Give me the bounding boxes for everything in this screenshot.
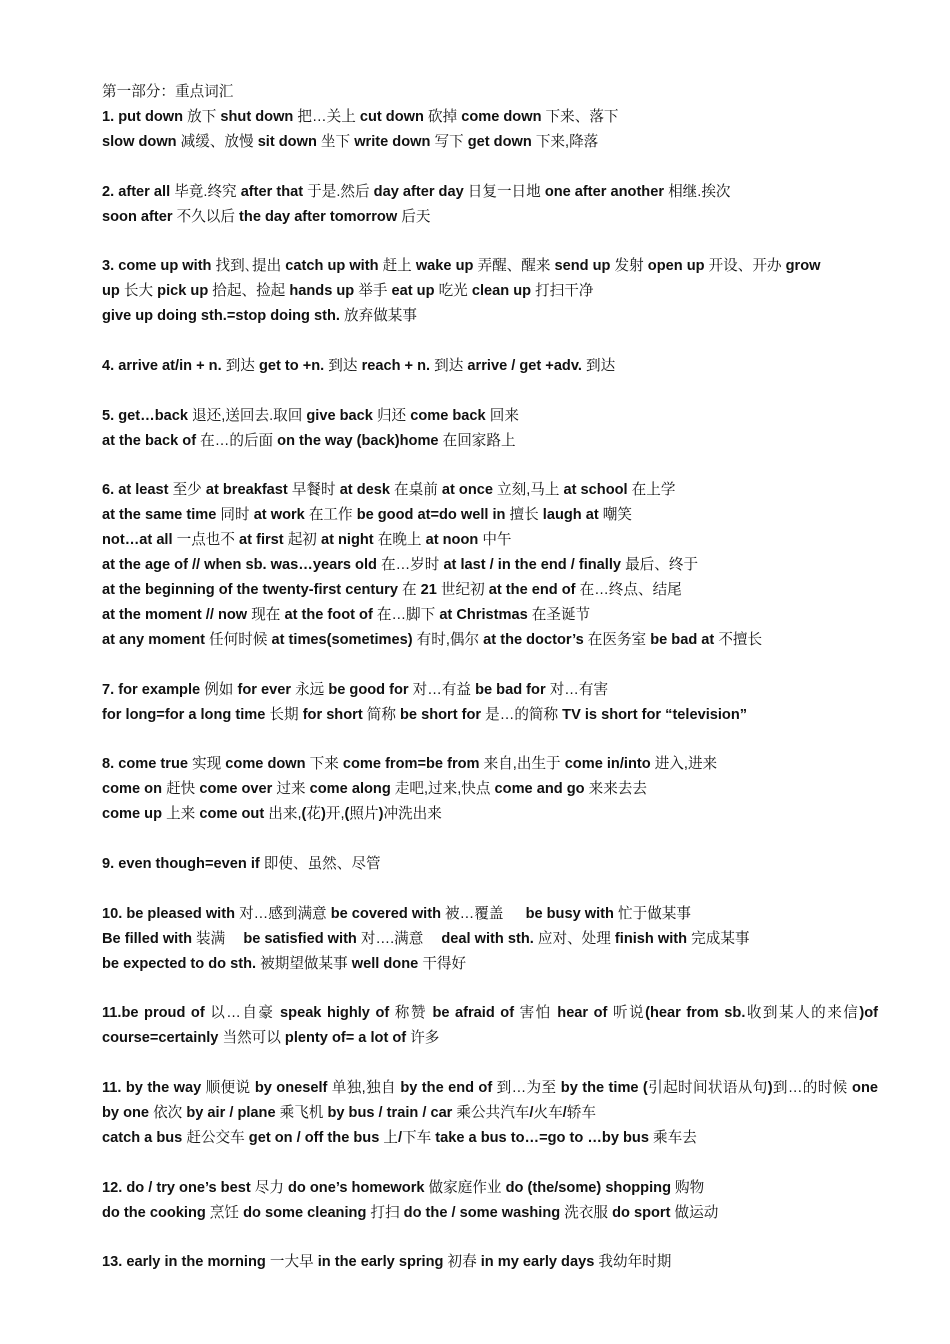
vocab-line: at the age of // when sb. was…years old 在…岁时 at last / in the end / finally 最后、终于 [102, 557, 699, 574]
vocab-line: 8. come true 实现 come down 下来 come from=be from 来自,出生于 come in/into 进入,进来 [102, 756, 718, 773]
vocab-section [102, 1176, 878, 1226]
vocab-section [102, 1076, 878, 1151]
vocab-section [102, 852, 878, 877]
vocab-line: Be filled with 装满 be satisfied with 对….满意 deal with sth. 应对、处理 finish with 完成某事 [102, 930, 750, 947]
vocab-section [102, 404, 878, 454]
vocab-section [102, 354, 878, 379]
vocab-line: 13. early in the morning 一大早 in the early spring 初春 in my early days 我幼年时期 [102, 1254, 672, 1271]
vocabulary-sections [102, 105, 878, 1275]
vocab-section [102, 180, 878, 230]
vocab-line: slow down 减缓、放慢 sit down 坐下 write down 写下 get down 下来,降落 [102, 133, 599, 150]
vocab-section [102, 1250, 878, 1275]
vocab-line: catch a bus 赶公交车 get on / off the bus 上/下车 take a bus to…=go to …by bus 乘车去 [102, 1129, 697, 1146]
vocab-line: at the beginning of the twenty-first century 在 21 世纪初 at the end of 在…终点、结尾 [102, 582, 682, 599]
vocab-line: 1. put down 放下 shut down 把…关上 cut down 砍掉 come down 下来、落下 [102, 108, 619, 125]
vocab-line: 11. by the way 顺便说 by oneself 单独,独自 by the end of 到…为至 by the time (引起时间状语从句)到…的时候 one by one 依次 by air / plane 乘飞机 by bus / train / car 乘公共汽车/火车/轿车 [102, 1080, 878, 1121]
vocab-section [102, 752, 878, 827]
document-page [102, 80, 878, 1300]
vocab-line: 4. arrive at/in + n. 到达 get to +n. 到达 reach + n. 到达 arrive / get +adv. 到达 [102, 357, 616, 374]
vocab-section [102, 678, 878, 728]
vocab-line: 6. at least 至少 at breakfast 早餐时 at desk 在桌前 at once 立刻,马上 at school 在上学 [102, 482, 676, 499]
vocab-line: 3. come up with 找到､提出 catch up with 赶上 wake up 弄醒、醒来 send up 发射 open up 开设、开办 grow [102, 258, 821, 275]
vocab-section [102, 1001, 878, 1051]
vocab-line: be expected to do sth. 被期望做某事 well done 干得好 [102, 955, 467, 972]
vocab-line: 10. be pleased with 对…感到满意 be covered with 被…覆盖 be busy with 忙于做某事 [102, 905, 691, 922]
vocab-line: 12. do / try one’s best 尽力 do one’s homework 做家庭作业 do (the/some) shopping 购物 [102, 1179, 705, 1196]
vocab-line: at the back of 在…的后面 on the way (back)home 在回家路上 [102, 432, 516, 449]
vocab-line: for long=for a long time 长期 for short 简称 be short for 是…的简称 TV is short for “television” [102, 706, 748, 723]
vocab-line: up 长大 pick up 拾起、捡起 hands up 举手 eat up 吃光 clean up 打扫干净 [102, 283, 594, 300]
vocab-line: give up doing sth.=stop doing sth. 放弃做某事 [102, 308, 417, 325]
page-title: 第一部分：重点词汇 [102, 84, 234, 100]
vocab-line: 2. after all 毕竟.终究 after that 于是.然后 day after day 日复一日地 one after another 相继.挨次 [102, 183, 731, 200]
vocab-line: come up 上来 come out 出来,(花)开,(照片)冲洗出来 [102, 806, 442, 823]
vocab-line: at the moment // now 现在 at the foot of 在…脚下 at Christmas 在圣诞节 [102, 606, 591, 623]
vocab-line: 5. get…back 退还,送回去.取回 give back 归还 come back 回来 [102, 407, 519, 424]
vocab-section [102, 254, 878, 329]
vocab-line: at the same time 同时 at work 在工作 be good at=do well in 擅长 laugh at 嘲笑 [102, 507, 632, 524]
vocab-section [102, 902, 878, 977]
vocab-line: soon after 不久以后 the day after tomorrow 后天 [102, 208, 431, 225]
vocab-line: come on 赶快 come over 过来 come along 走吧,过来,快点 come and go 来来去去 [102, 781, 647, 798]
vocab-line: do the cooking 烹饪 do some cleaning 打扫 do the / some washing 洗衣服 do sport 做运动 [102, 1204, 719, 1221]
vocab-line: 11.be proud of 以…自豪 speak highly of 称赞 be afraid of 害怕 hear of 听说(hear from sb.收到某人的来信)of course=certainly 当然可以 plenty of= a lot of 许多 [102, 1005, 878, 1047]
vocab-section [102, 478, 878, 652]
vocab-line: not…at all 一点也不 at first 起初 at night 在晚上 at noon 中午 [102, 532, 512, 549]
vocab-line: at any moment 任何时候 at times(sometimes) 有时,偶尔 at the doctor’s 在医务室 be bad at 不擅长 [102, 631, 763, 648]
vocab-line: 7. for example 例如 for ever 永远 be good for 对…有益 be bad for 对…有害 [102, 681, 609, 698]
vocab-line: 9. even though=even if 即使、虽然、尽管 [102, 855, 381, 872]
vocab-section [102, 105, 878, 155]
